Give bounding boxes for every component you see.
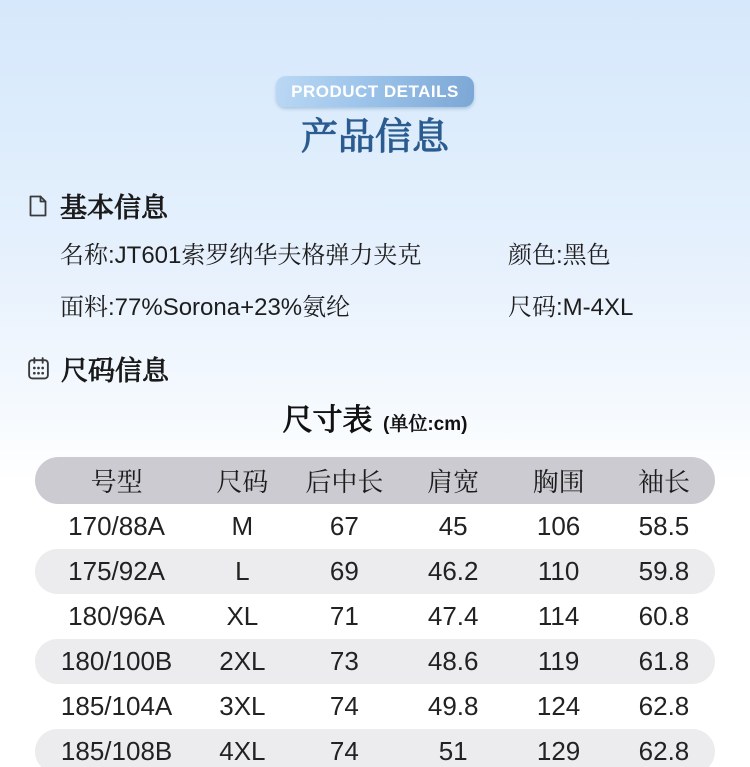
header-cell: 袖长 <box>637 466 690 497</box>
table-cell: 59.8 <box>638 555 690 586</box>
table-cell: 62.8 <box>638 735 690 766</box>
calendar-icon <box>26 356 51 381</box>
table-cell: 129 <box>536 735 581 766</box>
page-title: 产品信息 <box>301 116 449 157</box>
table-cell: 180/100B <box>60 645 173 676</box>
table-cell: 51 <box>438 735 468 766</box>
table-row <box>35 639 715 684</box>
table-row <box>35 729 715 767</box>
header-cell: 号型 <box>90 466 143 497</box>
table-cell: 110 <box>537 555 580 586</box>
info-field-size: 尺码:M-4XL <box>508 293 634 321</box>
table-cell: XL <box>226 600 259 631</box>
size-table-title-line <box>0 395 750 439</box>
basic-info-heading: 基本信息 <box>60 193 168 223</box>
table-cell: 46.2 <box>427 555 479 586</box>
table-cell: 3XL <box>219 690 266 721</box>
size-table-unit: (单位:cm) <box>383 413 468 435</box>
table-cell: 170/88A <box>68 510 166 541</box>
table-cell: 47.4 <box>427 600 479 631</box>
table-cell: 71 <box>329 600 359 631</box>
basic-info-section <box>0 186 750 323</box>
basic-info-grid <box>0 242 750 323</box>
table-cell: 119 <box>537 645 580 676</box>
table-cell: 74 <box>329 690 359 721</box>
size-info-header <box>26 349 750 388</box>
table-row <box>35 594 715 639</box>
table-cell: 48.6 <box>427 645 479 676</box>
table-cell: 114 <box>537 600 580 631</box>
table-cell: 58.5 <box>638 510 690 541</box>
header-cell: 胸围 <box>532 466 585 497</box>
size-table <box>35 457 715 767</box>
info-field-fabric: 面料:77%Sorona+23%氨纶 <box>60 293 351 321</box>
table-cell: 67 <box>329 510 359 541</box>
table-cell: 61.8 <box>638 645 690 676</box>
table-cell: 73 <box>329 645 359 676</box>
product-details-ribbon <box>276 76 474 107</box>
table-cell: 74 <box>329 735 359 766</box>
table-row <box>35 549 715 594</box>
table-cell: 124 <box>536 690 581 721</box>
document-icon <box>26 194 50 218</box>
size-table-header-row <box>35 457 715 504</box>
table-cell: 4XL <box>219 735 266 766</box>
table-cell: 185/108B <box>60 735 173 766</box>
size-info-section <box>0 349 750 767</box>
header-cell: 后中长 <box>305 466 384 497</box>
table-cell: 60.8 <box>638 600 690 631</box>
header-cell: 尺码 <box>216 466 269 497</box>
size-info-heading: 尺码信息 <box>61 355 169 386</box>
table-cell: 180/96A <box>68 600 166 631</box>
table-cell: 106 <box>536 510 581 541</box>
info-field-name: 名称:JT601索罗纳华夫格弹力夹克 <box>60 242 422 269</box>
table-cell: L <box>235 555 250 586</box>
header-cell: 肩宽 <box>427 466 480 497</box>
table-cell: M <box>231 510 254 541</box>
table-row <box>35 504 715 549</box>
info-field-color: 颜色:黑色 <box>508 242 611 269</box>
table-cell: 49.8 <box>427 690 479 721</box>
size-table-title: 尺寸表 <box>282 403 373 437</box>
table-cell: 175/92A <box>68 555 166 586</box>
table-row <box>35 684 715 729</box>
table-cell: 185/104A <box>60 690 173 721</box>
basic-info-header <box>26 186 750 225</box>
table-cell: 2XL <box>219 645 266 676</box>
ribbon-label: PRODUCT DETAILS <box>291 81 459 101</box>
table-cell: 62.8 <box>638 690 690 721</box>
table-cell: 45 <box>438 510 468 541</box>
table-cell: 69 <box>329 555 359 586</box>
